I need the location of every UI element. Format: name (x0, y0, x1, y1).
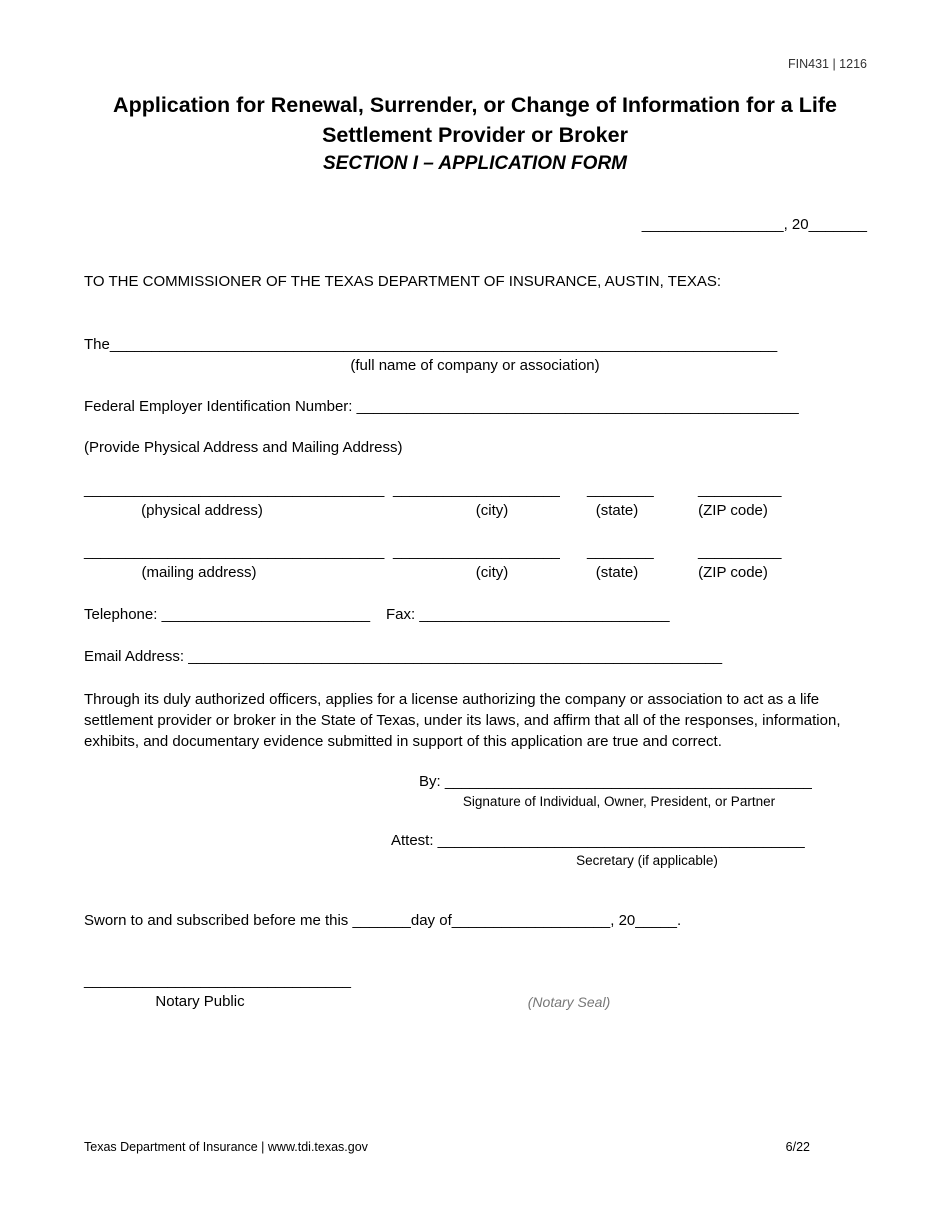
attest-caption: Secretary (if applicable) (576, 853, 718, 868)
section-title: SECTION I – APPLICATION FORM (322, 153, 627, 174)
fax-field[interactable]: Fax: ______________________________ (386, 606, 670, 623)
affirmation-paragraph: Through its duly authorized officers, applies for a license authorizing the company or association to act as a life settlement provider or broker in the State of Texas, under its laws, and affirm that all of the responses, information, exhibits, and documentary evidence submitted in support of this application are true and correct. (84, 691, 841, 750)
telephone-field[interactable]: Telephone: _________________________ (84, 606, 371, 623)
form-code: FIN431 | 1216 (788, 57, 867, 71)
notary-signature-field[interactable]: ________________________________ (84, 972, 351, 989)
company-name-field[interactable]: The________________________________________________________________________________ (84, 336, 778, 353)
mailing-zip-field[interactable]: __________ (698, 543, 782, 560)
sworn-statement-field[interactable]: Sworn to and subscribed before me this _______day of___________________, 20_____. (84, 912, 682, 929)
mailing-address-field[interactable]: ____________________________________ (84, 543, 385, 560)
signature-by-caption: Signature of Individual, Owner, President, or Partner (462, 794, 776, 809)
email-field[interactable]: Email Address: ________________________________________________________________ (84, 648, 723, 665)
mailing-state-field[interactable]: ________ (587, 543, 654, 560)
physical-city-label: (city) (475, 502, 509, 519)
physical-state-field[interactable]: ________ (587, 481, 654, 498)
mailing-state-label: (state) (595, 564, 639, 581)
page-title-line2: Settlement Provider or Broker (322, 123, 628, 147)
address-instruction: (Provide Physical Address and Mailing Address) (84, 439, 403, 456)
mailing-city-field[interactable]: ____________________ (393, 543, 560, 560)
date-field[interactable]: _________________, 20_______ (641, 216, 867, 233)
mailing-city-label: (city) (475, 564, 509, 581)
attest-field[interactable]: Attest: ____________________________________________ (391, 832, 805, 849)
signature-by-field[interactable]: By: ____________________________________________ (419, 773, 812, 790)
footer-revision-date: 6/22 (785, 1140, 810, 1154)
notary-public-label: Notary Public (155, 993, 245, 1010)
page-title-line1: Application for Renewal, Surrender, or Change of Information for a Life (113, 93, 837, 117)
physical-state-label: (state) (595, 502, 639, 519)
physical-city-field[interactable]: ____________________ (393, 481, 560, 498)
physical-zip-field[interactable]: __________ (698, 481, 782, 498)
mailing-address-label: (mailing address) (141, 564, 257, 581)
notary-seal-label: (Notary Seal) (527, 994, 611, 1010)
company-name-caption: (full name of company or association) (350, 357, 600, 374)
footer-agency: Texas Department of Insurance | www.tdi.texas.gov (84, 1140, 368, 1154)
mailing-zip-label: (ZIP code) (698, 564, 768, 581)
fein-field[interactable]: Federal Employer Identification Number: _____________________________________________________ (84, 398, 799, 415)
physical-address-label: (physical address) (141, 502, 263, 519)
physical-zip-label: (ZIP code) (698, 502, 768, 519)
physical-address-field[interactable]: ____________________________________ (84, 481, 385, 498)
addressee-text: TO THE COMMISSIONER OF THE TEXAS DEPARTMENT OF INSURANCE, AUSTIN, TEXAS: (84, 273, 722, 290)
